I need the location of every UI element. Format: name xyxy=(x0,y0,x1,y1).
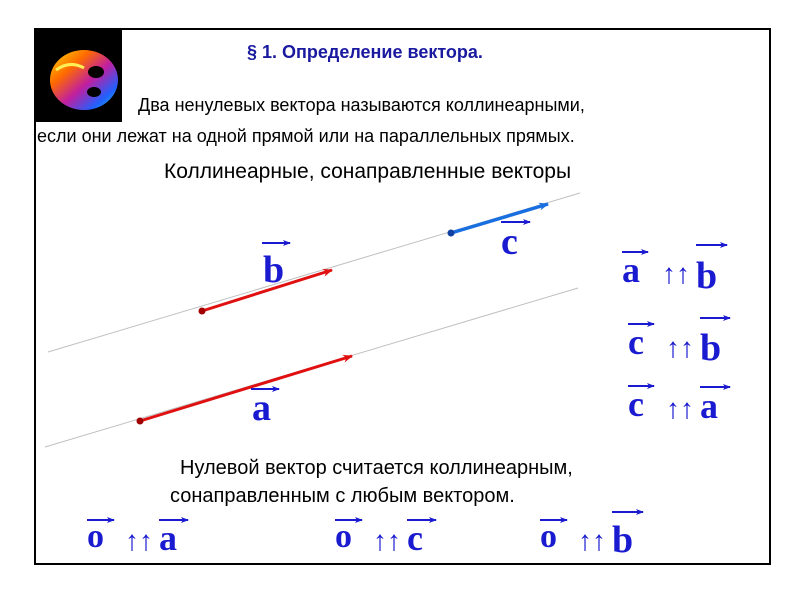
svg-text:o: o xyxy=(540,518,557,555)
codirectional-symbol: ↑↑ xyxy=(373,525,401,556)
svg-text:c: c xyxy=(407,518,423,558)
svg-text:a: a xyxy=(700,386,718,426)
label-vector-c xyxy=(501,221,530,263)
vector-a-arrow xyxy=(140,356,352,421)
svg-text:b: b xyxy=(696,255,718,297)
slide-title: § 1. Определение вектора. xyxy=(247,42,483,62)
vector-c-start-point xyxy=(448,230,455,237)
zero-vector-line-2: сонаправленным с любым вектором. xyxy=(170,485,515,507)
relation-c-codirectional-a xyxy=(628,384,730,426)
label-vector-c-letter: c xyxy=(501,221,518,263)
svg-text:c: c xyxy=(628,322,644,362)
svg-text:b: b xyxy=(700,327,722,369)
codirectional-symbol: ↑↑ xyxy=(666,332,694,363)
relation-o-codirectional-b xyxy=(540,512,643,561)
codirectional-symbol: ↑↑ xyxy=(578,525,606,556)
svg-text:o: o xyxy=(87,518,104,555)
relation-o-codirectional-c xyxy=(335,518,436,558)
vector-b-start-point xyxy=(199,308,206,315)
relation-o-codirectional-a xyxy=(87,518,188,558)
codirectional-symbol: ↑↑ xyxy=(666,393,694,424)
codirectional-symbol: ↑↑ xyxy=(125,525,153,556)
vector-c-arrow xyxy=(451,204,548,233)
svg-text:o: o xyxy=(335,518,352,555)
codirectional-symbol: ↑↑ xyxy=(662,258,690,289)
svg-text:c: c xyxy=(628,384,644,424)
relation-a-codirectional-b xyxy=(622,245,727,297)
vector-a-start-point xyxy=(137,418,144,425)
label-vector-b-letter: b xyxy=(263,249,285,291)
svg-text:a: a xyxy=(159,518,177,558)
definition-line-1: Два ненулевых вектора называются коллинеарными, xyxy=(138,95,585,115)
label-vector-a xyxy=(251,387,279,429)
svg-text:a: a xyxy=(622,250,640,290)
subtitle: Коллинеарные, сонаправленные векторы xyxy=(164,160,572,183)
label-vector-a-letter: a xyxy=(252,387,271,429)
definition-line-2: если они лежат на одной прямой или на параллельных прямых. xyxy=(37,126,575,146)
zero-vector-line-1: Нулевой вектор считается коллинеарным, xyxy=(180,457,573,479)
relation-c-codirectional-b xyxy=(628,318,730,369)
svg-text:b: b xyxy=(612,519,634,561)
